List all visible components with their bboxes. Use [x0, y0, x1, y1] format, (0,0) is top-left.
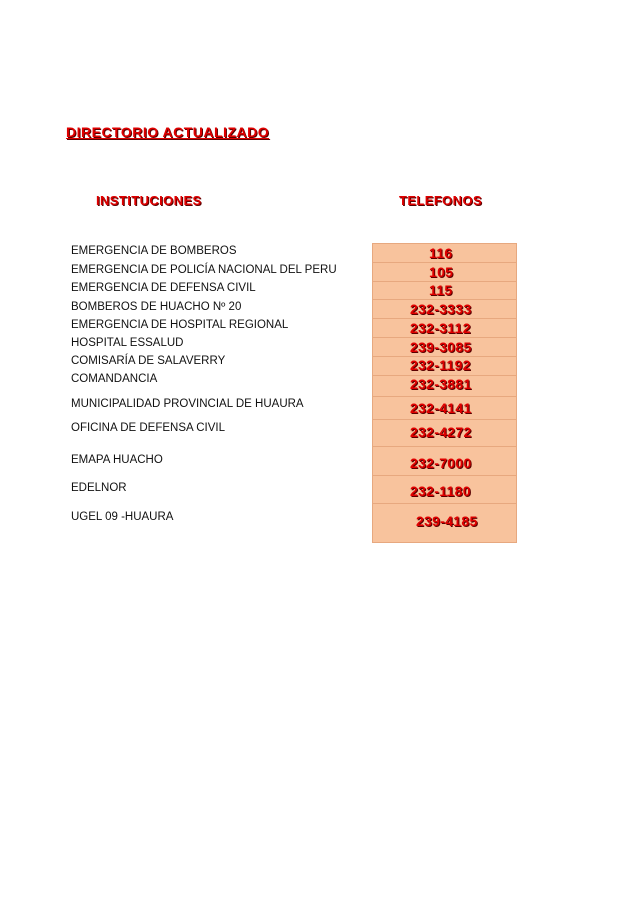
- table-row-label: COMISARÍA DE SALAVERRY: [71, 355, 226, 367]
- table-row-label: UGEL 09 -HUAURA: [71, 511, 174, 523]
- table-row-label: EMERGENCIA DE DEFENSA CIVIL: [71, 282, 256, 294]
- table-row-label: EMERGENCIA DE HOSPITAL REGIONAL: [71, 319, 289, 331]
- row-divider: [372, 337, 517, 338]
- column-header-instituciones: INSTITUCIONES: [96, 193, 202, 208]
- phone-number: 115: [429, 282, 453, 298]
- table-row-label: HOSPITAL ESSALUD: [71, 337, 184, 349]
- column-header-telefonos: TELEFONOS: [399, 193, 483, 208]
- row-divider: [372, 475, 517, 476]
- table-row-label: BOMBEROS DE HUACHO Nº 20: [71, 301, 242, 313]
- row-divider: [372, 503, 517, 504]
- phone-number: 239-3085: [410, 339, 472, 355]
- phone-number: 232-1192: [410, 357, 471, 373]
- phone-number: 232-7000: [410, 455, 472, 471]
- table-row-label: EDELNOR: [71, 482, 127, 494]
- table-row-label: EMERGENCIA DE POLICÍA NACIONAL DEL PERU: [71, 264, 337, 276]
- phone-number: 116: [429, 245, 453, 261]
- table-row-label: OFICINA DE DEFENSA CIVIL: [71, 422, 226, 434]
- table-row-label: EMAPA HUACHO: [71, 454, 163, 466]
- row-divider: [372, 262, 517, 263]
- phone-number: 232-3112: [410, 320, 471, 336]
- phone-number: 105: [429, 264, 454, 280]
- row-divider: [372, 318, 517, 319]
- phone-number: 232-1180: [410, 483, 471, 499]
- phone-number: 232-4272: [410, 424, 472, 440]
- phone-number: 232-4141: [410, 400, 472, 416]
- phone-number: 239-4185: [416, 513, 478, 529]
- phone-number: 232-3881: [410, 376, 472, 392]
- row-divider: [372, 396, 517, 397]
- table-row-label: EMERGENCIA DE BOMBEROS: [71, 245, 237, 257]
- row-divider: [372, 419, 517, 420]
- table-row-label: COMANDANCIA: [71, 373, 158, 385]
- row-divider: [372, 299, 517, 300]
- table-row-label: MUNICIPALIDAD PROVINCIAL DE HUAURA: [71, 398, 304, 410]
- phone-number: 232-3333: [410, 301, 472, 317]
- row-divider: [372, 446, 517, 447]
- page-title: DIRECTORIO ACTUALIZADO: [66, 124, 270, 140]
